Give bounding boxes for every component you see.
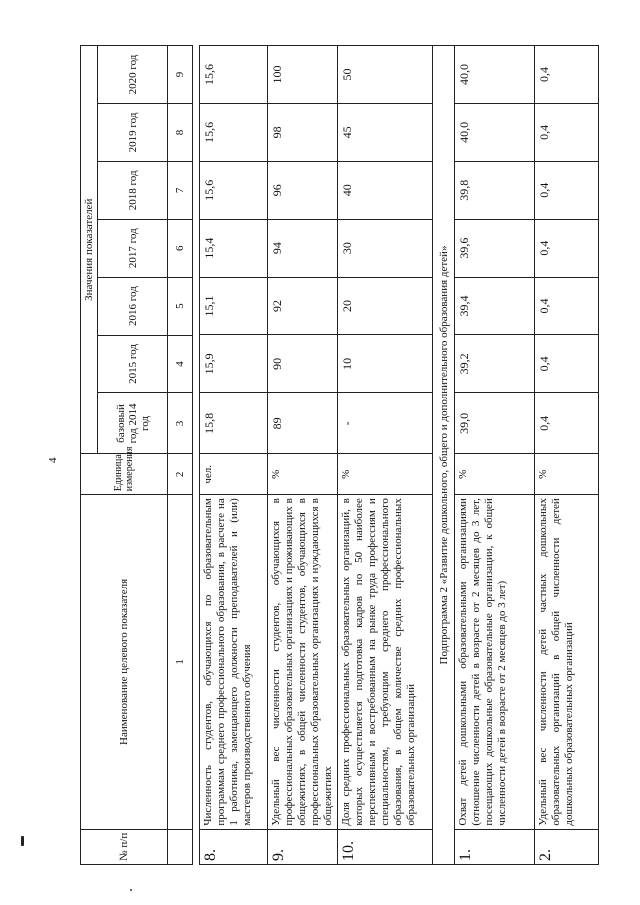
scan-artifact xyxy=(130,889,132,891)
col-number-label xyxy=(168,829,193,864)
value-cell: 30 xyxy=(338,219,433,277)
year-header: 2020 год xyxy=(98,46,168,104)
col-number-label: 9 xyxy=(168,46,193,104)
value-cell: 39,2 xyxy=(455,335,535,393)
value-cell: 40,0 xyxy=(455,103,535,161)
value-cell: 0,4 xyxy=(535,277,599,335)
value-cell: 15,4 xyxy=(200,219,268,277)
value-cell: 94 xyxy=(268,219,338,277)
value-cell: 0,4 xyxy=(535,335,599,393)
indicator-name: Удельный вес численности детей частных дошкольных образовательных организаций в общей численности детей дошкольных образовательных организаций xyxy=(535,495,599,829)
col-number-label: 5 xyxy=(168,277,193,335)
scan-artifact xyxy=(21,836,24,846)
value-cell: 15,9 xyxy=(200,335,268,393)
value-cell: 89 xyxy=(268,393,338,454)
value-cell: 10 xyxy=(338,335,433,393)
value-cell: 0,4 xyxy=(535,46,599,104)
indicator-table-header xyxy=(80,45,193,865)
value-cell: 15,1 xyxy=(200,277,268,335)
value-cell: 40,0 xyxy=(455,46,535,104)
year-header: 2016 год xyxy=(98,277,168,335)
col-name-header: Наименование целевого показателя xyxy=(81,495,168,829)
rotated-sheet xyxy=(45,35,605,865)
value-cell: 96 xyxy=(268,161,338,219)
table-row xyxy=(268,46,338,865)
row-number: 8. xyxy=(200,829,268,864)
value-cell: 50 xyxy=(338,46,433,104)
col-number-label: 4 xyxy=(168,335,193,393)
col-number-label: 6 xyxy=(168,219,193,277)
col-number-label: 1 xyxy=(168,495,193,829)
value-cell: 40 xyxy=(338,161,433,219)
indicator-name: Доля средних профессиональных образовательных организаций, в которых осуществляется подготовка кадров по 50 наиболее перспективным и востребованным на рынке труда профессиям и специальностям, требующим среднего профессионального образования, в общем количестве средних профессиональных образовательных организаций xyxy=(338,495,433,829)
year-header: 2018 год xyxy=(98,161,168,219)
value-cell: - xyxy=(338,393,433,454)
year-header: 2017 год xyxy=(98,219,168,277)
col-number-label: 8 xyxy=(168,104,193,162)
row-number: 1. xyxy=(455,829,535,864)
unit-cell: % xyxy=(535,454,599,495)
value-cell: 0,4 xyxy=(535,103,599,161)
value-cell: 15,6 xyxy=(200,103,268,161)
value-cell: 39,8 xyxy=(455,161,535,219)
value-cell: 92 xyxy=(268,277,338,335)
value-cell: 15,8 xyxy=(200,393,268,454)
value-cell: 15,6 xyxy=(200,46,268,104)
row-number: 10. xyxy=(338,829,433,864)
value-cell: 39,4 xyxy=(455,277,535,335)
value-cell: 45 xyxy=(338,103,433,161)
value-cell: 0,4 xyxy=(535,393,599,454)
indicator-name: Удельный вес численности студентов, обучающихся в профессиональных образовательных организациях и проживающих в общежитиях, в общей численности студентов, обучающихся в профессиональных образовательных организациях и нуждающихся в общежитиях xyxy=(268,495,338,829)
col-number-label: 7 xyxy=(168,161,193,219)
value-cell: 100 xyxy=(268,46,338,104)
indicator-name: Охват детей дошкольными образовательными организациями (отношение численности детей в возрасте от 2 месяцев до 3 лет, посещающих дошкольные образовательные организации, к общей численности детей в возрасте от 2 месяцев до 3 лет) xyxy=(455,495,535,829)
unit-cell: % xyxy=(455,454,535,495)
value-cell: 98 xyxy=(268,103,338,161)
col-number-label: 3 xyxy=(168,393,193,454)
col-number-label: 2 xyxy=(168,454,193,495)
indicator-name: Численность студентов, обучающихся по образовательным программам среднего профессионального образования, в расчете на 1 работника, замещающего должности преподавателей и (или) мастеров производственного обучения xyxy=(200,495,268,829)
row-number: 9. xyxy=(268,829,338,864)
year-header: базовый год 2014 год xyxy=(98,393,168,454)
subprogram-row xyxy=(433,46,455,865)
unit-cell: % xyxy=(338,454,433,495)
value-cell: 20 xyxy=(338,277,433,335)
unit-cell: % xyxy=(268,454,338,495)
value-cell: 39,0 xyxy=(455,393,535,454)
col-values-header: Значения показателей xyxy=(81,46,98,454)
page-number: 4 xyxy=(47,457,59,463)
table-row xyxy=(535,46,599,865)
table-row xyxy=(200,46,268,865)
col-number-header: № п/п xyxy=(81,829,168,864)
value-cell: 0,4 xyxy=(535,161,599,219)
year-header: 2019 год xyxy=(98,104,168,162)
table-row xyxy=(455,46,535,865)
col-unit-header: Единица измерения xyxy=(81,454,168,495)
value-cell: 15,6 xyxy=(200,161,268,219)
value-cell: 39,6 xyxy=(455,219,535,277)
year-header: 2015 год xyxy=(98,335,168,393)
indicator-table-body xyxy=(199,45,599,865)
table-row xyxy=(338,46,433,865)
subprogram-title: Подпрограмма 2 «Развитие дошкольного, общего и дополнительного образования детей» xyxy=(433,46,455,865)
value-cell: 0,4 xyxy=(535,219,599,277)
row-number: 2. xyxy=(535,829,599,864)
value-cell: 90 xyxy=(268,335,338,393)
unit-cell: чел. xyxy=(200,454,268,495)
